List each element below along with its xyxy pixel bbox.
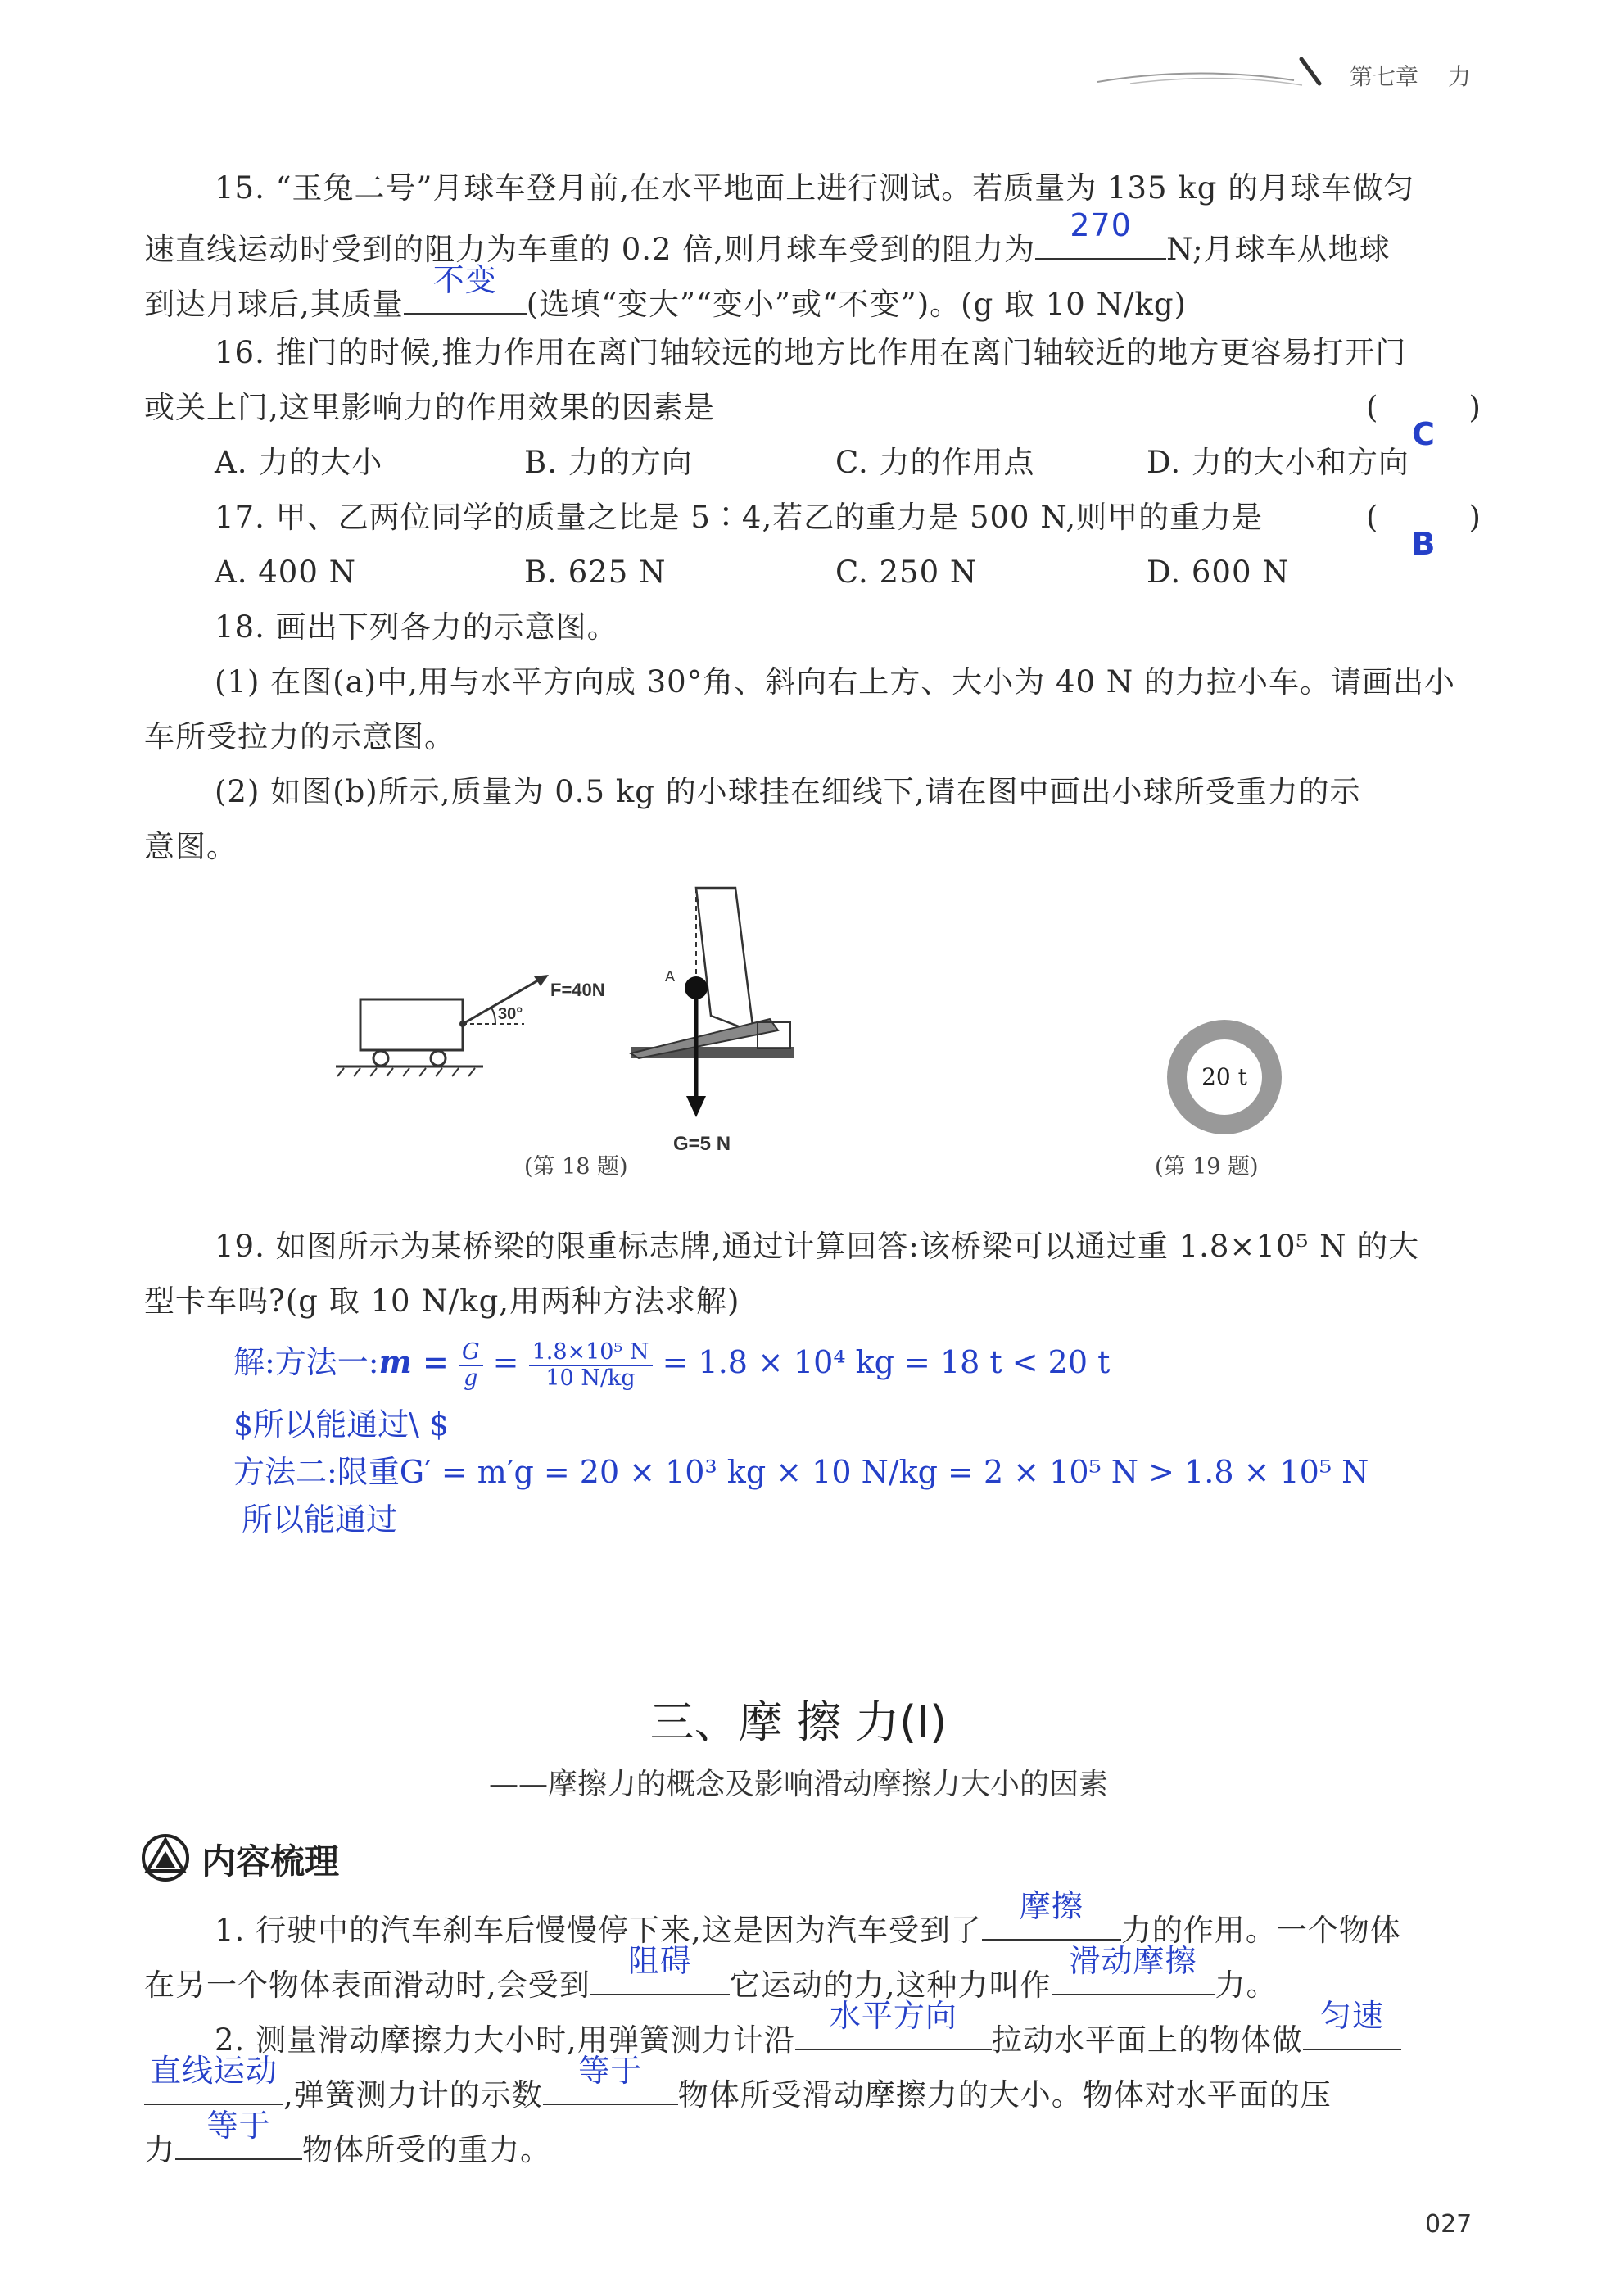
- fraction-values: $\frac{\text{1.8×10⁵ N}}{10 N/kg}$: [529, 1340, 653, 1391]
- q16-line2: 或关上门,这里影响力的作用效果的因素是: [144, 390, 715, 425]
- c1-line1: 1. 行驶中的汽车刹车后慢慢停下来,这是因为汽车受到了 摩擦 力的作用。一个物体: [215, 1888, 1401, 1948]
- c2-blank4: [175, 2108, 302, 2160]
- q15-answer1: 270: [1070, 207, 1132, 243]
- c1-answer3: 滑动摩擦: [1069, 1943, 1197, 1979]
- c1-blank1: [982, 1888, 1121, 1941]
- q17-option-b: B. 625 N: [524, 555, 667, 590]
- c2-blank2a: [1303, 1998, 1401, 2050]
- q19-line1: 19. 如图所示为某桥梁的限重标志牌,通过计算回答:该桥梁可以通过重 1.8×10⁵ N 的大: [215, 1229, 1420, 1264]
- c1-answer2: 阻碍: [627, 1943, 692, 1979]
- q16-answer-paren: ( C ): [1366, 390, 1482, 452]
- q17-option-a: A. 400 N: [215, 555, 357, 590]
- gravity-label: G=5 N: [673, 1133, 731, 1155]
- c2-answer1: 水平方向: [829, 1998, 957, 2034]
- c2-blank1: [795, 1998, 992, 2050]
- q15-line1: 15. “玉兔二号”月球车登月前,在水平地面上进行测试。若质量为 135 kg 的月球车做匀: [215, 170, 1415, 206]
- content-heading: 内容梳理: [201, 1841, 340, 1882]
- force-label: F=40N: [550, 980, 605, 1000]
- section-title: 三、摩 擦 力(Ⅰ): [649, 1696, 948, 1748]
- pen-icon: [1298, 56, 1323, 88]
- figure-b-ball: [614, 885, 827, 1163]
- sign-text: 20 t: [1201, 1063, 1247, 1090]
- fraction-g-over-g: $\frac{G}{g}$: [459, 1340, 483, 1391]
- c2-answer2b: 直线运动: [149, 2053, 278, 2089]
- q19-conclusion2: 所以能通过: [242, 1501, 398, 1537]
- q15-blank1: [1035, 207, 1166, 260]
- angle-label: 30°: [498, 1005, 523, 1023]
- q18-line1: 18. 画出下列各力的示意图。: [215, 609, 618, 645]
- section-subtitle: ——摩擦力的概念及影响滑动摩擦力大小的因素: [488, 1768, 1108, 1801]
- q15-answer2: 不变: [432, 262, 497, 298]
- q16-option-d: D. 力的大小和方向: [1147, 445, 1409, 480]
- caption-18: (第 18 题): [524, 1154, 628, 1180]
- c2-answer4: 等于: [206, 2108, 271, 2144]
- q19-solution1: 解:方法一:m = $\frac{G}{g}$ = $\frac{\text{1.8×10⁵ N}}{10 N/kg}$ = 1.8 × 10⁴ kg = 18 t < 20 t: [233, 1338, 1111, 1391]
- q18-line4: (2) 如图(b)所示,质量为 0.5 kg 的小球挂在细线下,请在图中画出小球所受重力的示: [215, 774, 1361, 809]
- cart-wheel-left: [373, 1051, 388, 1066]
- q17-option-d: D. 600 N: [1147, 555, 1290, 590]
- q16-line1: 16. 推门的时候,推力作用在离门轴较远的地方比作用在离门轴较近的地方更容易打开门: [215, 335, 1407, 370]
- q16-option-a: A. 力的大小: [215, 445, 383, 480]
- c2-line2: 直线运动 ,弹簧测力计的示数 等于 物体所受滑动摩擦力的大小。物体对水平面的压: [144, 2071, 1332, 2113]
- q17-answer: B: [1411, 526, 1436, 562]
- header-swoosh: [1097, 49, 1327, 90]
- point-label: A: [665, 968, 676, 985]
- q18-line5: 意图。: [144, 829, 238, 864]
- q19-line2: 型卡车吗?(g 取 10 N/kg,用两种方法求解): [144, 1284, 740, 1319]
- q18-line2: (1) 在图(a)中,用与水平方向成 30°角、斜向右上方、大小为 40 N 的力拉小车。请画出小: [215, 664, 1455, 700]
- weight-limit-sign: [1163, 1016, 1286, 1139]
- q16-answer: C: [1411, 416, 1436, 452]
- figure-a-cart: [328, 967, 622, 1081]
- page-number: 027: [1425, 2210, 1473, 2239]
- c1-answer1: 摩擦: [1019, 1888, 1084, 1924]
- c2-blank2b: [144, 2053, 283, 2105]
- c1-blank2: [590, 1943, 730, 1995]
- cart-wheel-right: [431, 1051, 446, 1066]
- c2-line1: 2. 测量滑动摩擦力大小时,用弹簧测力计沿 水平方向 拉动水平面上的物体做 匀速: [215, 2016, 1401, 2058]
- q16-option-c: C. 力的作用点: [835, 445, 1035, 480]
- triangle-logo-icon: [141, 1833, 190, 1882]
- q15-line3: 到达月球后,其质量 不变 (选填“变大”“变小”或“不变”)。(g 取 10 N/kg): [144, 262, 1187, 322]
- q16-option-b: B. 力的方向: [524, 445, 693, 480]
- q19-solution2: 方法二:限重G′ = m′g = 20 × 10³ kg × 10 N/kg = 2 × 10⁵ N > 1.8 × 10⁵ N: [233, 1454, 1369, 1490]
- q17-answer-paren: ( B ): [1366, 500, 1482, 562]
- chapter-label: 第七章: [1350, 63, 1419, 90]
- c1-blank3: [1052, 1943, 1215, 1995]
- c2-answer2a: 匀速: [1319, 1998, 1384, 2034]
- q15-line2: 速直线运动时受到的阻力为车重的 0.2 倍,则月球车受到的阻力为 270 N;月球车从地球: [144, 207, 1391, 267]
- c1-line2: 在另一个物体表面滑动时,会受到 阻碍 它运动的力,这种力叫作 滑动摩擦 力。: [144, 1943, 1278, 2003]
- q15-blank2: [404, 262, 527, 315]
- q17-option-c: C. 250 N: [835, 555, 978, 590]
- c2-blank3: [543, 2053, 678, 2105]
- c2-answer3: 等于: [578, 2053, 643, 2089]
- q19-conclusion1: $所以能通过\ $: [233, 1406, 450, 1442]
- c2-line3: 力 等于 物体所受的重力。: [144, 2108, 551, 2167]
- caption-19: (第 19 题): [1155, 1154, 1259, 1180]
- cart-body: [360, 999, 463, 1050]
- q17-line1: 17. 甲、乙两位同学的质量之比是 5∶4,若乙的重力是 500 N,则甲的重力是: [215, 500, 1264, 535]
- chapter-title: 力: [1448, 63, 1472, 90]
- q18-line3: 车所受拉力的示意图。: [144, 719, 455, 754]
